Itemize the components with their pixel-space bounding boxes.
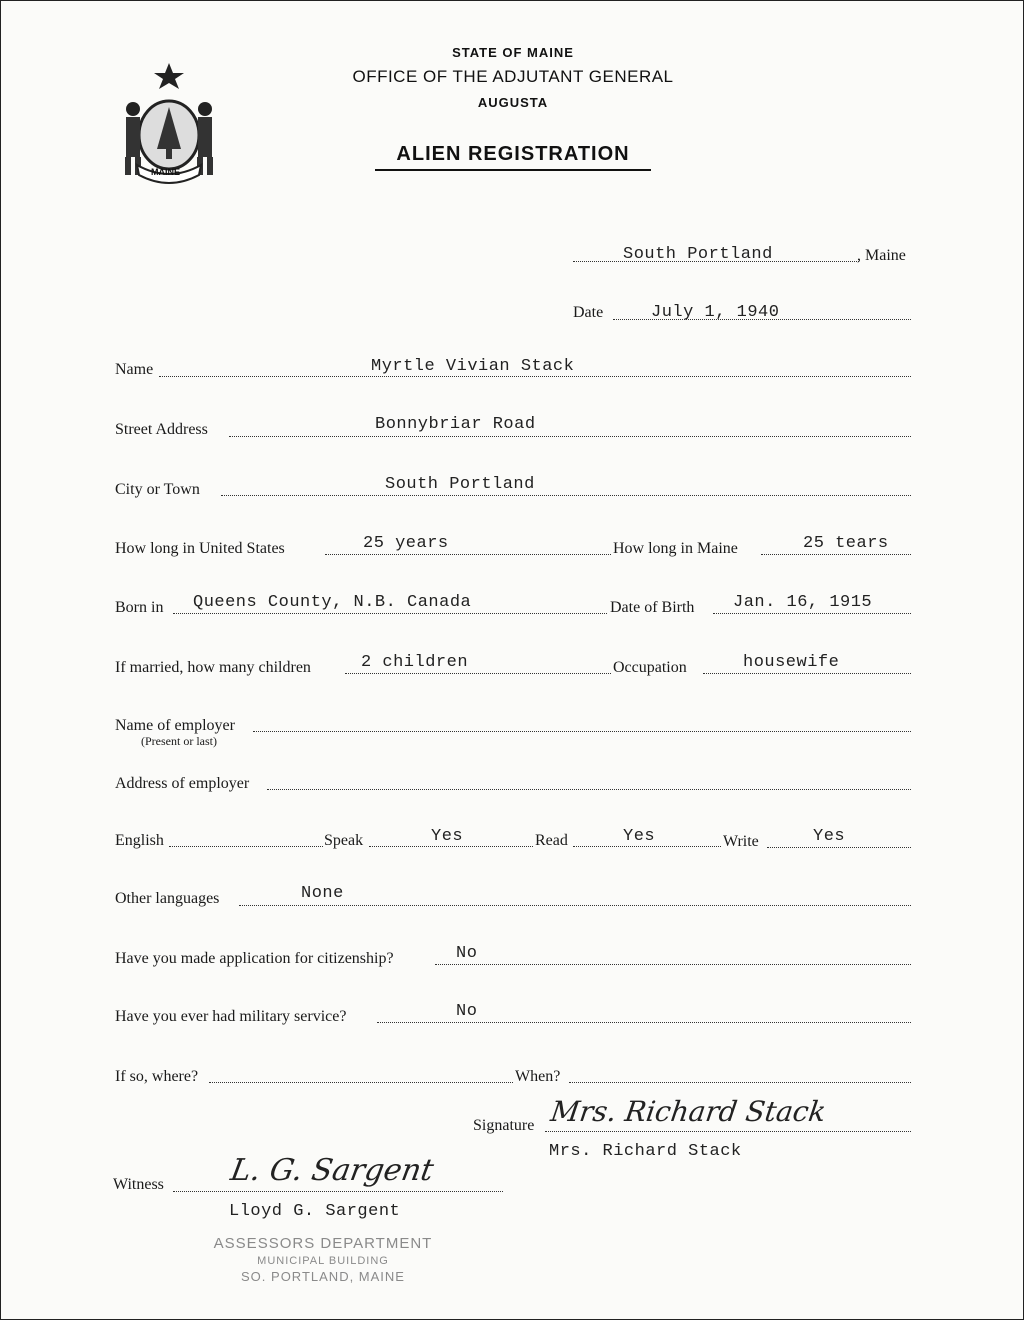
stamp-building: MUNICIPAL BUILDING [257, 1255, 389, 1267]
english-label: English [115, 832, 164, 849]
children-value: 2 children [361, 653, 469, 672]
citizenship-label: Have you made application for citizenship? [115, 950, 394, 967]
occupation-value: housewife [743, 653, 840, 672]
signature-label: Signature [473, 1117, 535, 1134]
maine-years-label: How long in Maine [613, 540, 738, 557]
us-years-label: How long in United States [115, 540, 285, 557]
military-line [377, 1022, 911, 1023]
name-value: Myrtle Vivian Stack [371, 357, 575, 376]
city-line [221, 495, 911, 496]
english-line [169, 846, 323, 847]
name-line [159, 376, 911, 377]
dob-line [713, 613, 911, 614]
maine-years-line [761, 554, 911, 555]
read-label: Read [535, 832, 568, 849]
employer-sublabel: (Present or last) [141, 734, 217, 748]
read-line [573, 846, 721, 847]
dob-label: Date of Birth [610, 599, 695, 616]
other-languages-label: Other languages [115, 890, 220, 907]
other-languages-value: None [301, 884, 344, 903]
city-heading: AUGUSTA [477, 95, 549, 110]
employer-line [253, 731, 911, 732]
employer-address-line [267, 789, 911, 790]
citizenship-value: No [456, 944, 478, 963]
witness-typed: Lloyd G. Sargent [229, 1202, 401, 1221]
read-value: Yes [623, 827, 656, 846]
occupation-line [703, 673, 911, 674]
witness-label: Witness [113, 1176, 164, 1193]
write-line [767, 847, 911, 848]
street-line [229, 436, 911, 437]
street-value: Bonnybriar Road [375, 415, 536, 434]
title-underline [375, 169, 651, 171]
state-seal-icon [113, 57, 225, 187]
city-value: South Portland [385, 475, 535, 494]
witness-line [173, 1191, 503, 1192]
signature-handwritten: Mrs. Richard Stack [548, 1095, 828, 1128]
us-years-value: 25 years [363, 534, 449, 553]
speak-value: Yes [431, 827, 464, 846]
place-value: South Portland [623, 245, 773, 264]
other-languages-line [239, 905, 911, 906]
citizenship-line [435, 964, 911, 965]
speak-label: Speak [324, 832, 364, 849]
write-label: Write [723, 833, 759, 850]
occupation-label: Occupation [613, 659, 687, 676]
signature-line [545, 1131, 911, 1132]
office-heading: OFFICE OF THE ADJUTANT GENERAL [352, 67, 674, 86]
where-line [209, 1082, 513, 1083]
employer-address-label: Address of employer [115, 775, 250, 792]
city-label: City or Town [115, 481, 200, 498]
born-value: Queens County, N.B. Canada [193, 593, 472, 612]
date-label: Date [573, 304, 604, 321]
us-years-line [325, 554, 611, 555]
place-suffix: , Maine [857, 247, 906, 264]
seal-banner-text: MAINE [151, 167, 180, 177]
when-line [569, 1082, 911, 1083]
state-heading: STATE OF MAINE [452, 45, 574, 60]
when-label: When? [515, 1068, 561, 1085]
born-line [173, 613, 607, 614]
street-label: Street Address [115, 421, 208, 438]
employer-label: Name of employer [115, 717, 235, 734]
military-value: No [456, 1002, 478, 1021]
form-title: ALIEN REGISTRATION [396, 143, 630, 165]
signature-typed: Mrs. Richard Stack [549, 1142, 742, 1161]
speak-line [369, 846, 533, 847]
date-value: July 1, 1940 [651, 303, 780, 322]
stamp-department: ASSESSORS DEPARTMENT [213, 1235, 433, 1252]
witness-handwritten: L. G. Sargent [227, 1153, 437, 1188]
dob-value: Jan. 16, 1915 [733, 593, 873, 612]
write-value: Yes [813, 827, 846, 846]
military-label: Have you ever had military service? [115, 1008, 347, 1025]
born-label: Born in [115, 599, 164, 616]
children-line [345, 673, 611, 674]
name-label: Name [115, 361, 154, 378]
where-label: If so, where? [115, 1068, 199, 1085]
children-label: If married, how many children [115, 659, 311, 676]
stamp-city: SO. PORTLAND, MAINE [241, 1269, 405, 1284]
maine-years-value: 25 tears [803, 534, 889, 553]
